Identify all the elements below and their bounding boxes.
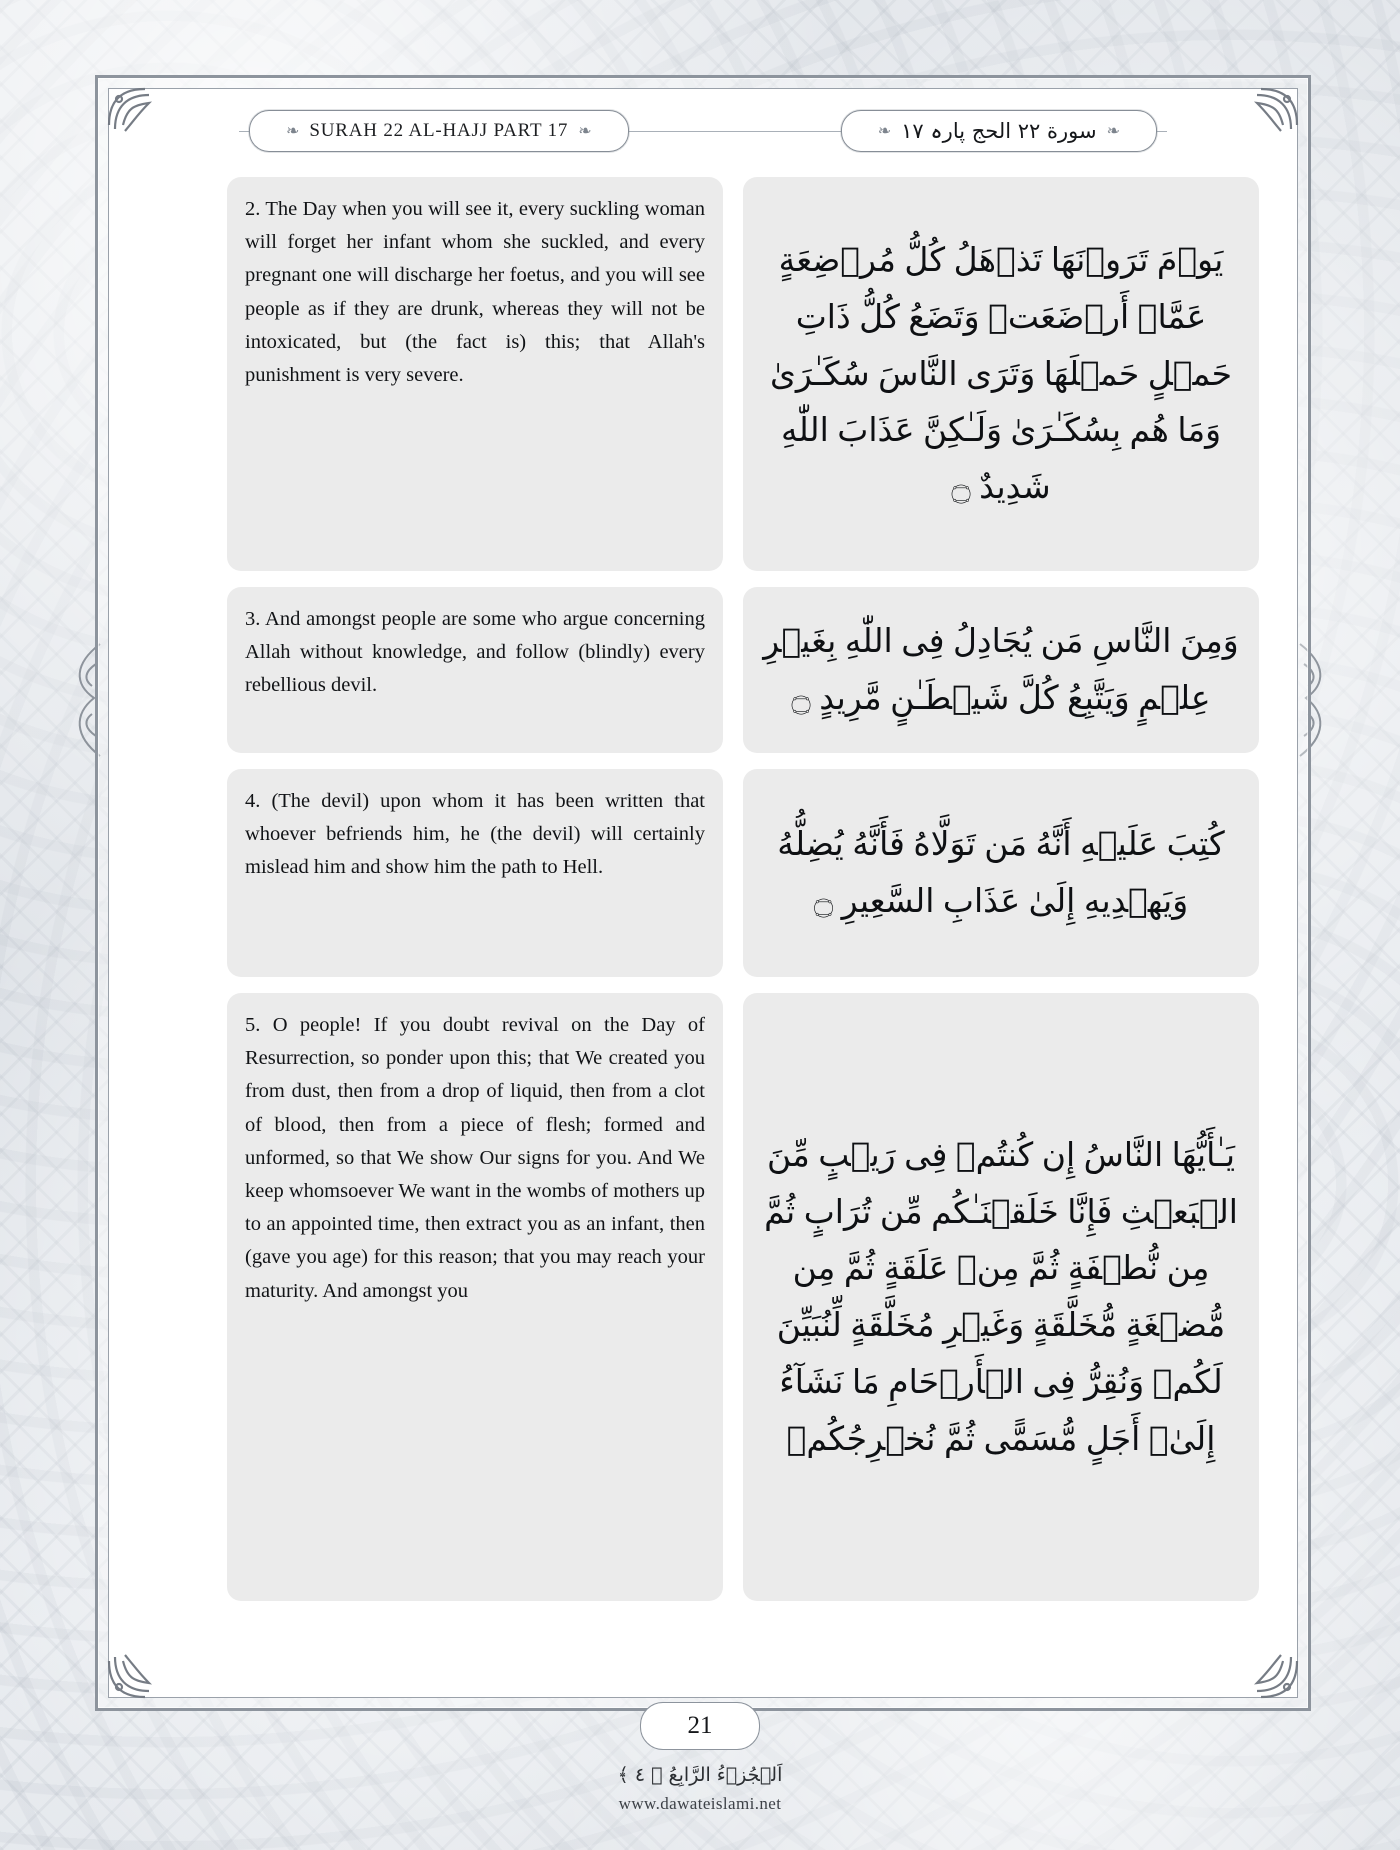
ornament-left-icon: ❧ xyxy=(877,123,892,140)
header-title-arabic: سورة ٢٢ الحج پارہ ١٧ xyxy=(901,119,1097,143)
header-surah-title-en xyxy=(249,110,629,152)
verse-english-5 xyxy=(227,993,723,1601)
page-footer xyxy=(0,1702,1400,1814)
verse-arabic-4 xyxy=(743,769,1259,977)
header-title-english: SURAH 22 AL-HAJJ PART 17 xyxy=(309,120,569,141)
verse-arabic-3 xyxy=(743,587,1259,753)
page-number: 21 xyxy=(640,1702,760,1750)
arabic-text: كُتِبَ عَلَيۡهِ أَنَّهُ مَن تَوَلَّاهُ فَأَنَّهُ يُضِلُّهُ وَيَهۡدِيهِ إِلَىٰ عَذَابِ السَّعِيرِ ۝ xyxy=(777,824,1225,920)
corner-ornament-icon xyxy=(105,1623,183,1701)
arabic-text: يَـٰأَيُّهَا النَّاسُ إِن كُنتُمۡ فِى رَيۡبٍ مِّنَ الۡبَعۡثِ فَإِنَّا خَلَقۡنَـٰكُم مِّن تُرَابٍ ثُمَّ مِن نُّطۡفَةٍ ثُمَّ مِنۡ عَلَقَةٍ ثُمَّ مِن مُّضۡغَةٍ مُّخَلَّقَةٍ وَغَيۡرِ مُخَلَّقَةٍ لِّنُبَيِّنَ لَكُمۡ وَنُقِرُّ فِى الۡأَرۡحَامِ مَا نَشَآءُ إِلَىٰۤ أَجَلٍ مُّسَمًّى ثُمَّ نُخۡرِجُكُمۡ xyxy=(764,1134,1238,1458)
footer-website[interactable]: www.dawateislami.net xyxy=(618,1794,782,1813)
arabic-text: يَوۡمَ تَرَوۡنَهَا تَذۡهَلُ كُلُّ مُرۡضِعَةٍ عَمَّاۤ أَرۡضَعَتۡ وَتَضَعُ كُلُّ ذَاتِ حَمۡلٍ حَمۡلَهَا وَتَرَى النَّاسَ سُكَـٰرَىٰ وَمَا هُم بِسُكَـٰرَىٰ وَلَـٰكِنَّ عَذَابَ اللّٰهِ شَدِيدٌ ۝ xyxy=(770,240,1232,507)
english-text: 2. The Day when you will see it, every suckling woman will forget her infant whom she suckled, and every pregnant one will discharge her foetus, and you will see people as if they are drunk, whereas they will not be intoxicated, but (the fact is) this; that Allah's punishment is very severe. xyxy=(245,198,705,387)
english-text: 3. And amongst people are some who argue concerning Allah without knowledge, and follow (blindly) every rebellious devil. xyxy=(245,608,705,697)
page-header xyxy=(119,105,1287,157)
english-text: 5. O people! If you doubt revival on the Day of Resurrection, so ponder upon this; that We created you from dust, then from a drop of liquid, then from a clot of blood, then from a piece of flesh; formed and unformed, so that We show Our signs for you. And We keep whomsoever We want in the wombs of mothers up to an appointed time, then extract you as an infant, then (gave you age) for this reason; that you may reach your maturity. And amongst you xyxy=(245,1014,705,1302)
verse-arabic-2 xyxy=(743,177,1259,571)
english-column xyxy=(227,177,723,1601)
header-surah-title-ar xyxy=(841,110,1157,152)
ornament-right-icon: ❧ xyxy=(1106,123,1120,140)
ornament-left-icon: ❧ xyxy=(286,123,300,140)
arabic-column xyxy=(743,177,1259,1601)
footer-arabic-note: اَلۡجُزۡءُ الرَّابِعُ ﴿ ٤ ﴾ xyxy=(617,1764,783,1786)
page-border-outer xyxy=(95,75,1311,1711)
verse-columns xyxy=(147,177,1259,1601)
arabic-text: وَمِنَ النَّاسِ مَن يُجَادِلُ فِى اللّٰهِ بِغَيۡرِ عِلۡمٍ وَيَتَّبِعُ كُلَّ شَيۡطَـٰنٍ مَّرِيدٍ ۝ xyxy=(763,621,1239,717)
page-border-inner xyxy=(108,88,1298,1698)
ornament-right-icon: ❧ xyxy=(578,123,592,140)
verse-english-2 xyxy=(227,177,723,571)
english-text: 4. (The devil) upon whom it has been written that whoever befriends him, he (the devil) will certainly mislead him and show him the path to Hell. xyxy=(245,790,705,879)
corner-ornament-icon xyxy=(1223,1623,1301,1701)
verse-arabic-5 xyxy=(743,993,1259,1601)
verse-english-4 xyxy=(227,769,723,977)
verse-english-3 xyxy=(227,587,723,753)
